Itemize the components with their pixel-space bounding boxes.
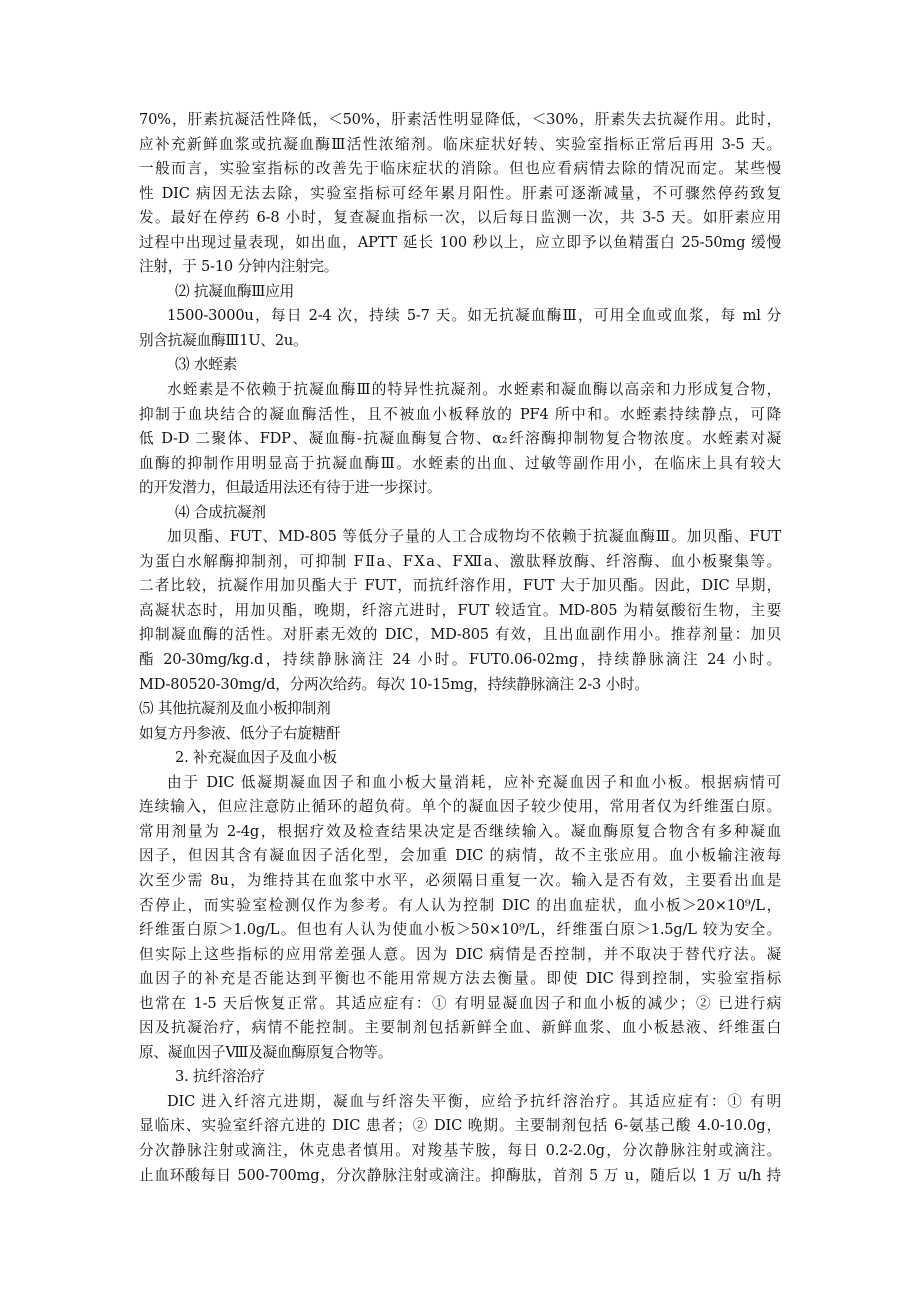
section-heading: ⑵ 抗凝血酶Ⅲ应用 xyxy=(175,282,295,300)
text-line: 如复方丹参液、低分子右旋糖酐 xyxy=(139,724,341,742)
text-line: 抑制于血块结合的凝血酶活性，且不被血小板释放的 PF4 所中和。水蛭素持续静点，可降 xyxy=(139,405,781,423)
section-heading: ⑷ 合成抗凝剂 xyxy=(175,503,266,521)
text-line: 别含抗凝血酶Ⅲ1U、2u。 xyxy=(139,331,308,349)
section-heading: 3. 抗纤溶治疗 xyxy=(175,1068,265,1086)
text-line: 一般而言，实验室指标的改善先于临床症状的消除。但也应看病情去除的情况而定。某些慢 xyxy=(139,160,781,178)
text-line: 70%，肝素抗凝活性降低，＜50%，肝素活性明显降低，＜30%，肝素失去抗凝作用。此时， xyxy=(139,111,781,128)
text-line: 的开发潜力，但最适用法还有待于进一步探讨。 xyxy=(139,479,442,497)
text-line: 因子，但因其含有凝血因子活化型，会加重 DIC 的病情，故不主张应用。血小板输注液每 xyxy=(139,847,781,865)
text-line: 分次静脉注射或滴注，休克患者慎用。对羧基苄胺，每日 0.2-2.0g，分次静脉注射或滴注。 xyxy=(139,1141,781,1159)
text-line: 酯 20-30mg/kg.d，持续静脉滴注 24 小时。FUT0.06-02mg，持续静脉滴注 24 小时。 xyxy=(139,651,781,669)
text-line: 由于 DIC 低凝期凝血因子和血小板大量消耗，应补充凝血因子和血小板。根据病情可 xyxy=(167,773,781,791)
text-line: 次至少需 8u，为维持其在血浆中水平，必须隔日重复一次。输入是否有效，主要看出血是 xyxy=(139,871,781,889)
text-line: DIC 进入纤溶亢进期，凝血与纤溶失平衡，应给予抗纤溶治疗。其适应症有：① 有明 xyxy=(167,1092,781,1110)
text-line: 注射，于 5-10 分钟内注射完。 xyxy=(139,258,339,276)
text-line: 1500-3000u，每日 2-4 次，持续 5-7 天。如无抗凝血酶Ⅲ，可用全血或血浆，每 ml 分 xyxy=(167,307,781,325)
text-line: 应补充新鲜血浆或抗凝血酶Ⅲ活性浓缩剂。临床症状好转、实验室指标正常后再用 3-5 天。 xyxy=(139,135,781,153)
text-line: 常用剂量为 2-4g，根据疗效及检查结果决定是否继续输入。凝血酶原复合物含有多种凝血 xyxy=(139,822,781,840)
text-line: MD-80520-30mg/d，分两次给药。每次 10-15mg，持续静脉滴注 2-3 小时。 xyxy=(139,675,649,693)
text-line: 性 DIC 病因无法去除，实验室指标可经年累月阳性。肝素可逐渐减量，不可骤然停药致复 xyxy=(139,184,781,202)
text-line: 过程中出现过量表现，如出血，APTT 延长 100 秒以上，应立即予以鱼精蛋白 25-50mg 缓慢 xyxy=(139,233,781,251)
text-line: 也常在 1-5 天后恢复正常。其适应症有：① 有明显凝血因子和血小板的减少；② 已进行病 xyxy=(139,994,781,1012)
text-line: 纤维蛋白原＞1.0g/L。但也有人认为使血小板＞50×10⁹/L，纤维蛋白原＞1.5g/L 较为安全。 xyxy=(139,921,781,939)
section-heading: ⑸ 其他抗凝剂及血小板抑制剂 xyxy=(139,700,331,718)
text-line: 血酶的抑制作用明显高于抗凝血酶Ⅲ。水蛭素的出血、过敏等副作用小，在临床上具有较大 xyxy=(139,454,781,472)
section-heading: ⑶ 水蛭素 xyxy=(175,356,238,374)
text-line: 高凝状态时，用加贝酯，晚期，纤溶亢进时，FUT 较适宜。MD-805 为精氨酸衍生物，主要 xyxy=(139,601,781,619)
text-line: 否停止，而实验室检测仅作为参考。有人认为控制 DIC 的出血症状，血小板＞20×10⁹/L， xyxy=(139,896,781,914)
section-heading: 2. 补充凝血因子及血小板 xyxy=(175,749,337,767)
text-line: 原、凝血因子Ⅷ及凝血酶原复合物等。 xyxy=(139,1043,393,1061)
text-line: 低 D-D 二聚体、FDP、凝血酶-抗凝血酶复合物、α₂纤溶酶抑制物复合物浓度。水蛭素对凝 xyxy=(139,430,781,448)
document-body xyxy=(139,108,781,1188)
text-line: 加贝酯、FUT、MD-805 等低分子量的人工合成物均不依赖于抗凝血酶Ⅲ。加贝酯、FUT xyxy=(167,528,781,546)
text-line: 发。最好在停药 6-8 小时，复查凝血指标一次，以后每日监测一次，共 3-5 天。如肝素应用 xyxy=(139,209,781,227)
text-line: 连续输入，但应注意防止循环的超负荷。单个的凝血因子较少使用，常用者仅为纤维蛋白原。 xyxy=(139,798,781,816)
text-line: 止血环酸每日 500-700mg，分次静脉注射或滴注。抑酶肽，首剂 5 万 u，随后以 1 万 u/h 持 xyxy=(139,1166,781,1184)
text-line: 二者比较，抗凝作用加贝酯大于 FUT，而抗纤溶作用，FUT 大于加贝酯。因此，DIC 早期， xyxy=(139,577,781,595)
text-line: 因及抗凝治疗，病情不能控制。主要制剂包括新鲜全血、新鲜血浆、血小板悬液、纤维蛋白 xyxy=(139,1019,781,1037)
text-line: 血因子的补充是否能达到平衡也不能用常规方法去衡量。即使 DIC 得到控制，实验室指标 xyxy=(139,970,781,988)
text-line: 但实际上这些指标的应用常差强人意。因为 DIC 病情是否控制，并不取决于替代疗法。凝 xyxy=(139,945,781,963)
text-line: 抑制凝血酶的活性。对肝素无效的 DIC，MD-805 有效，且出血副作用小。推荐剂量：加贝 xyxy=(139,626,781,644)
text-line: 为蛋白水解酶抑制剂，可抑制 FⅡa、FⅩa、FⅫa、激肽释放酶、纤溶酶、血小板聚集等。 xyxy=(139,552,781,570)
text-line: 水蛭素是不依赖于抗凝血酶Ⅲ的特异性抗凝剂。水蛭素和凝血酶以高亲和力形成复合物， xyxy=(167,381,781,399)
text-line: 显临床、实验室纤溶亢进的 DIC 患者；② DIC 晚期。主要制剂包括 6-氨基己酸 4.0-10.0g， xyxy=(139,1117,781,1135)
